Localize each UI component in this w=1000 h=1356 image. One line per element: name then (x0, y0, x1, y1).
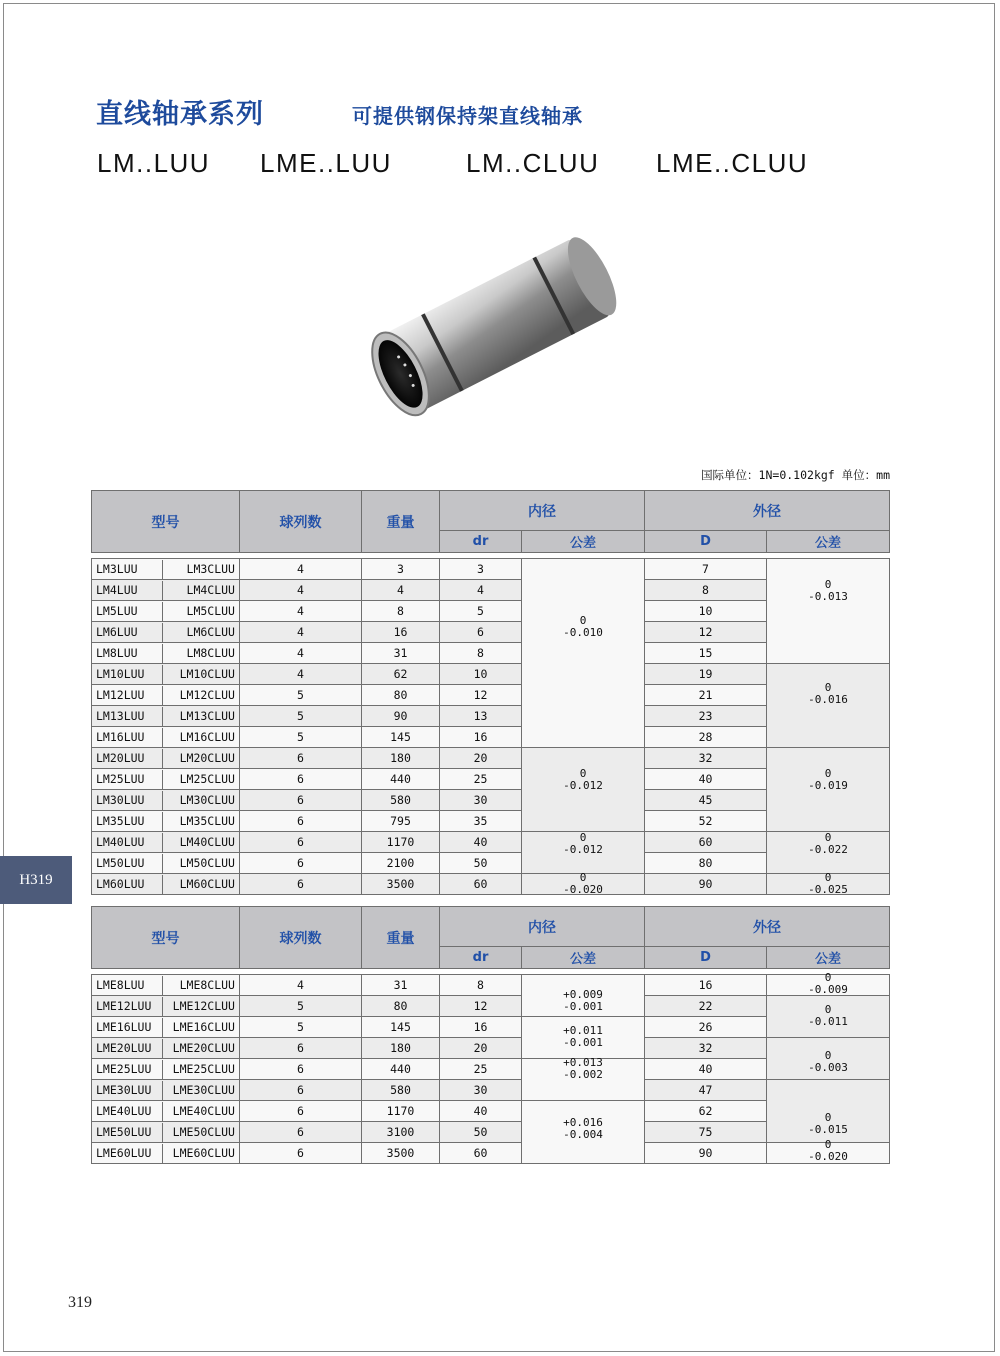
header-inner-tolerance: 公差 (522, 531, 645, 553)
model-luu: LME40LUU (96, 1103, 152, 1118)
inner-tolerance-cell (522, 1101, 645, 1164)
dr-cell: 16 (440, 1017, 522, 1038)
tolerance-lower: -0.025 (808, 883, 848, 896)
dr-cell: 8 (440, 975, 522, 996)
model-luu: LM3LUU (96, 561, 138, 576)
outer-D-cell: 22 (645, 996, 767, 1017)
tolerance-upper: +0.009 (563, 988, 603, 1001)
inner-tolerance-cell (522, 559, 645, 748)
dr-cell: 35 (440, 811, 522, 832)
outer-tolerance-cell (767, 871, 890, 896)
ball-rows-cell: 6 (240, 769, 362, 790)
spec-table-lm (91, 490, 890, 895)
inner-tolerance-cell (522, 1017, 645, 1059)
model-cell (92, 790, 240, 811)
outer-D-cell: 15 (645, 643, 767, 664)
outer-D-cell: 47 (645, 1080, 767, 1101)
tolerance-lower: -0.011 (808, 1015, 848, 1028)
model-luu: LME60LUU (96, 1145, 152, 1160)
weight-cell: 440 (362, 1059, 440, 1080)
tolerance-upper: 0 (824, 1138, 832, 1151)
tolerance-upper: +0.011 (563, 1024, 603, 1037)
dr-cell: 4 (440, 580, 522, 601)
outer-D-cell: 8 (645, 580, 767, 601)
outer-D-cell: 10 (645, 601, 767, 622)
tolerance-lower: -0.012 (563, 843, 603, 856)
dr-cell: 40 (440, 832, 522, 853)
outer-D-cell: 60 (645, 832, 767, 853)
tolerance-lower: -0.001 (563, 1000, 603, 1013)
table-row (92, 996, 890, 1017)
tolerance-upper: +0.013 (563, 1056, 603, 1069)
outer-D-cell: 80 (645, 853, 767, 874)
tolerance-upper: 0 (824, 578, 832, 591)
weight-cell: 8 (362, 601, 440, 622)
tolerance-lower: -0.009 (808, 983, 848, 996)
model-cell (92, 1143, 240, 1164)
header-inner-tolerance: 公差 (522, 947, 645, 969)
model-cell (92, 1017, 240, 1038)
header-inner-diameter: 内径 (440, 907, 645, 947)
tolerance-lower: -0.013 (808, 590, 848, 603)
weight-cell: 2100 (362, 853, 440, 874)
weight-cell: 1170 (362, 832, 440, 853)
model-cluu: LM20CLUU (179, 750, 235, 765)
model-cluu: LM8CLUU (186, 645, 235, 660)
dr-cell: 30 (440, 790, 522, 811)
dr-cell: 8 (440, 643, 522, 664)
model-luu: LM50LUU (96, 855, 145, 870)
tolerance-upper: 0 (579, 831, 587, 844)
linear-bearing-image (350, 228, 640, 428)
model-luu: LME8LUU (96, 977, 145, 992)
ball-rows-cell: 5 (240, 706, 362, 727)
tolerance-upper: 0 (824, 1111, 832, 1124)
outer-D-cell: 21 (645, 685, 767, 706)
outer-tolerance-cell (767, 971, 890, 996)
ball-rows-cell: 6 (240, 1143, 362, 1164)
inner-tolerance-cell (522, 871, 645, 896)
inner-tolerance-cell (522, 832, 645, 874)
dr-cell: 20 (440, 1038, 522, 1059)
ball-rows-cell: 6 (240, 1038, 362, 1059)
outer-D-cell: 12 (645, 622, 767, 643)
dr-cell: 3 (440, 559, 522, 580)
ball-rows-cell: 5 (240, 727, 362, 748)
tolerance-upper: +0.016 (563, 1116, 603, 1129)
tolerance-lower: -0.015 (808, 1123, 848, 1136)
model-cluu: LM5CLUU (186, 603, 235, 618)
tolerance-lower: -0.020 (563, 883, 603, 896)
ball-rows-cell: 6 (240, 853, 362, 874)
tolerance-lower: -0.001 (563, 1036, 603, 1049)
table-row (92, 874, 890, 895)
model-cell (92, 1080, 240, 1101)
model-cell (92, 580, 240, 601)
outer-D-cell: 7 (645, 559, 767, 580)
header-outer-diameter: 外径 (645, 491, 890, 531)
model-cell (92, 1101, 240, 1122)
model-cluu: LM13CLUU (179, 708, 235, 723)
table-row (92, 1143, 890, 1164)
weight-cell: 80 (362, 996, 440, 1017)
outer-tolerance-cell (767, 1080, 890, 1143)
outer-D-cell: 23 (645, 706, 767, 727)
weight-cell: 145 (362, 727, 440, 748)
header-inner-diameter: 内径 (440, 491, 645, 531)
model-cell (92, 559, 240, 580)
dr-cell: 40 (440, 1101, 522, 1122)
model-cell (92, 853, 240, 874)
ball-rows-cell: 4 (240, 975, 362, 996)
model-cell (92, 622, 240, 643)
weight-cell: 180 (362, 748, 440, 769)
tolerance-upper: 0 (824, 871, 832, 884)
model-cluu: LM60CLUU (179, 876, 235, 891)
outer-D-cell: 32 (645, 748, 767, 769)
outer-D-cell: 62 (645, 1101, 767, 1122)
model-cell (92, 706, 240, 727)
header-weight: 重量 (362, 907, 440, 969)
model-cluu: LME12CLUU (172, 998, 235, 1013)
model-cell (92, 1038, 240, 1059)
model-cell (92, 685, 240, 706)
model-cell (92, 643, 240, 664)
model-label: LM..CLUU (466, 148, 600, 178)
model-luu: LM16LUU (96, 729, 145, 744)
tolerance-lower: -0.004 (563, 1128, 603, 1141)
dr-cell: 12 (440, 685, 522, 706)
outer-D-cell: 90 (645, 874, 767, 895)
table-row (92, 559, 890, 580)
model-label: LME..LUU (260, 148, 392, 178)
model-cluu: LME25CLUU (172, 1061, 235, 1076)
outer-D-cell: 40 (645, 769, 767, 790)
model-luu: LM40LUU (96, 834, 145, 849)
table-row (92, 664, 890, 685)
outer-D-cell: 40 (645, 1059, 767, 1080)
weight-cell: 4 (362, 580, 440, 601)
weight-cell: 3100 (362, 1122, 440, 1143)
weight-cell: 90 (362, 706, 440, 727)
model-luu: LM30LUU (96, 792, 145, 807)
outer-D-cell: 75 (645, 1122, 767, 1143)
model-luu: LM4LUU (96, 582, 138, 597)
model-cluu: LME8CLUU (179, 977, 235, 992)
model-luu: LM13LUU (96, 708, 145, 723)
model-cell (92, 811, 240, 832)
model-luu: LME20LUU (96, 1040, 152, 1055)
model-cluu: LM40CLUU (179, 834, 235, 849)
tolerance-upper: 0 (824, 681, 832, 694)
section-tab: H319 (0, 856, 72, 904)
model-label: LME..CLUU (656, 148, 809, 178)
ball-rows-cell: 6 (240, 748, 362, 769)
dr-cell: 12 (440, 996, 522, 1017)
dr-cell: 30 (440, 1080, 522, 1101)
outer-tolerance-cell (767, 559, 890, 664)
header-D: D (645, 531, 767, 553)
model-cluu: LM10CLUU (179, 666, 235, 681)
tolerance-lower: -0.003 (808, 1061, 848, 1074)
model-cluu: LM35CLUU (179, 813, 235, 828)
model-luu: LM5LUU (96, 603, 138, 618)
dr-cell: 25 (440, 1059, 522, 1080)
unit-note: 国际单位：1N=0.102kgf 单位：mm (701, 468, 890, 482)
ball-rows-cell: 6 (240, 1080, 362, 1101)
weight-cell: 145 (362, 1017, 440, 1038)
outer-D-cell: 26 (645, 1017, 767, 1038)
outer-tolerance-cell (767, 1138, 890, 1164)
model-cluu: LM4CLUU (186, 582, 235, 597)
ball-rows-cell: 4 (240, 559, 362, 580)
ball-rows-cell: 4 (240, 580, 362, 601)
outer-tolerance-cell (767, 996, 890, 1038)
model-luu: LM35LUU (96, 813, 145, 828)
model-cluu: LME16CLUU (172, 1019, 235, 1034)
weight-cell: 580 (362, 1080, 440, 1101)
weight-cell: 31 (362, 975, 440, 996)
dr-cell: 60 (440, 1143, 522, 1164)
page-subtitle: 可提供钢保持架直线轴承 (352, 104, 583, 128)
tolerance-upper: 0 (824, 767, 832, 780)
model-cluu: LM50CLUU (179, 855, 235, 870)
model-cluu: LM25CLUU (179, 771, 235, 786)
ball-rows-cell: 6 (240, 874, 362, 895)
dr-cell: 13 (440, 706, 522, 727)
tolerance-upper: 0 (824, 1049, 832, 1062)
outer-D-cell: 28 (645, 727, 767, 748)
model-luu: LM60LUU (96, 876, 145, 891)
dr-cell: 20 (440, 748, 522, 769)
weight-cell: 440 (362, 769, 440, 790)
weight-cell: 16 (362, 622, 440, 643)
dr-cell: 6 (440, 622, 522, 643)
outer-tolerance-cell (767, 664, 890, 748)
dr-cell: 50 (440, 1122, 522, 1143)
table-row (92, 748, 890, 769)
inner-tolerance-cell (522, 975, 645, 1017)
dr-cell: 60 (440, 874, 522, 895)
weight-cell: 180 (362, 1038, 440, 1059)
ball-rows-cell: 6 (240, 832, 362, 853)
weight-cell: 3500 (362, 874, 440, 895)
model-cell (92, 1122, 240, 1143)
model-luu: LM12LUU (96, 687, 145, 702)
table-row (92, 1080, 890, 1101)
tolerance-upper: 0 (579, 614, 587, 627)
model-cell (92, 874, 240, 895)
page-title: 直线轴承系列 (96, 99, 264, 130)
model-luu: LM8LUU (96, 645, 138, 660)
model-cluu: LM6CLUU (186, 624, 235, 639)
model-cluu: LME40CLUU (172, 1103, 235, 1118)
outer-D-cell: 90 (645, 1143, 767, 1164)
model-cluu: LME50CLUU (172, 1124, 235, 1139)
ball-rows-cell: 5 (240, 1017, 362, 1038)
weight-cell: 62 (362, 664, 440, 685)
ball-rows-cell: 6 (240, 1059, 362, 1080)
model-cluu: LM30CLUU (179, 792, 235, 807)
tolerance-upper: 0 (824, 831, 832, 844)
tolerance-lower: -0.020 (808, 1150, 848, 1163)
ball-rows-cell: 6 (240, 1101, 362, 1122)
tolerance-upper: 0 (824, 971, 832, 984)
header-ball-rows: 球列数 (240, 491, 362, 553)
tolerance-upper: 0 (579, 767, 587, 780)
dr-cell: 25 (440, 769, 522, 790)
model-cell (92, 996, 240, 1017)
model-cell (92, 664, 240, 685)
ball-rows-cell: 4 (240, 643, 362, 664)
model-luu: LME50LUU (96, 1124, 152, 1139)
outer-D-cell: 52 (645, 811, 767, 832)
header-outer-tolerance: 公差 (767, 531, 890, 553)
header-dr: dr (440, 947, 522, 969)
outer-tolerance-cell (767, 1038, 890, 1080)
model-cell (92, 975, 240, 996)
tolerance-upper: 0 (824, 1003, 832, 1016)
table-row (92, 975, 890, 996)
outer-D-cell: 32 (645, 1038, 767, 1059)
dr-cell: 5 (440, 601, 522, 622)
model-cell (92, 832, 240, 853)
model-luu: LME16LUU (96, 1019, 152, 1034)
model-cell (92, 727, 240, 748)
model-cluu: LM16CLUU (179, 729, 235, 744)
tolerance-upper: 0 (579, 871, 587, 884)
model-cell (92, 601, 240, 622)
outer-D-cell: 19 (645, 664, 767, 685)
page-number: 319 (68, 1294, 92, 1311)
dr-cell: 16 (440, 727, 522, 748)
header-outer-tolerance: 公差 (767, 947, 890, 969)
model-luu: LM10LUU (96, 666, 145, 681)
table-row (92, 1038, 890, 1059)
tolerance-lower: -0.016 (808, 693, 848, 706)
header-weight: 重量 (362, 491, 440, 553)
model-cluu: LM3CLUU (186, 561, 235, 576)
tolerance-lower: -0.019 (808, 779, 848, 792)
model-cluu: LME60CLUU (172, 1145, 235, 1160)
weight-cell: 31 (362, 643, 440, 664)
model-luu: LM20LUU (96, 750, 145, 765)
model-cell (92, 769, 240, 790)
weight-cell: 80 (362, 685, 440, 706)
model-luu: LME12LUU (96, 998, 152, 1013)
header-model: 型号 (92, 907, 240, 969)
model-cluu: LME30CLUU (172, 1082, 235, 1097)
ball-rows-cell: 4 (240, 622, 362, 643)
weight-cell: 580 (362, 790, 440, 811)
table-row (92, 832, 890, 853)
outer-D-cell: 16 (645, 975, 767, 996)
weight-cell: 795 (362, 811, 440, 832)
header-outer-diameter: 外径 (645, 907, 890, 947)
header-dr: dr (440, 531, 522, 553)
ball-rows-cell: 6 (240, 790, 362, 811)
model-cell (92, 748, 240, 769)
model-label: LM..LUU (97, 148, 211, 178)
model-luu: LM25LUU (96, 771, 145, 786)
header-D: D (645, 947, 767, 969)
ball-rows-cell: 6 (240, 1122, 362, 1143)
dr-cell: 10 (440, 664, 522, 685)
model-luu: LME25LUU (96, 1061, 152, 1076)
ball-rows-cell: 5 (240, 685, 362, 706)
header-ball-rows: 球列数 (240, 907, 362, 969)
tolerance-lower: -0.012 (563, 779, 603, 792)
spec-table-lme (91, 906, 890, 1164)
inner-tolerance-cell (522, 748, 645, 832)
weight-cell: 3 (362, 559, 440, 580)
tolerance-lower: -0.010 (563, 626, 603, 639)
outer-tolerance-cell (767, 748, 890, 832)
model-luu: LME30LUU (96, 1082, 152, 1097)
outer-D-cell: 45 (645, 790, 767, 811)
ball-rows-cell: 6 (240, 811, 362, 832)
ball-rows-cell: 5 (240, 996, 362, 1017)
outer-tolerance-cell (767, 832, 890, 874)
ball-rows-cell: 4 (240, 664, 362, 685)
tolerance-lower: -0.002 (563, 1068, 603, 1081)
weight-cell: 3500 (362, 1143, 440, 1164)
model-luu: LM6LUU (96, 624, 138, 639)
model-cell (92, 1059, 240, 1080)
header-model: 型号 (92, 491, 240, 553)
ball-rows-cell: 4 (240, 601, 362, 622)
model-cluu: LME20CLUU (172, 1040, 235, 1055)
tolerance-lower: -0.022 (808, 843, 848, 856)
weight-cell: 1170 (362, 1101, 440, 1122)
dr-cell: 50 (440, 853, 522, 874)
inner-tolerance-cell (522, 1056, 645, 1101)
model-cluu: LM12CLUU (179, 687, 235, 702)
